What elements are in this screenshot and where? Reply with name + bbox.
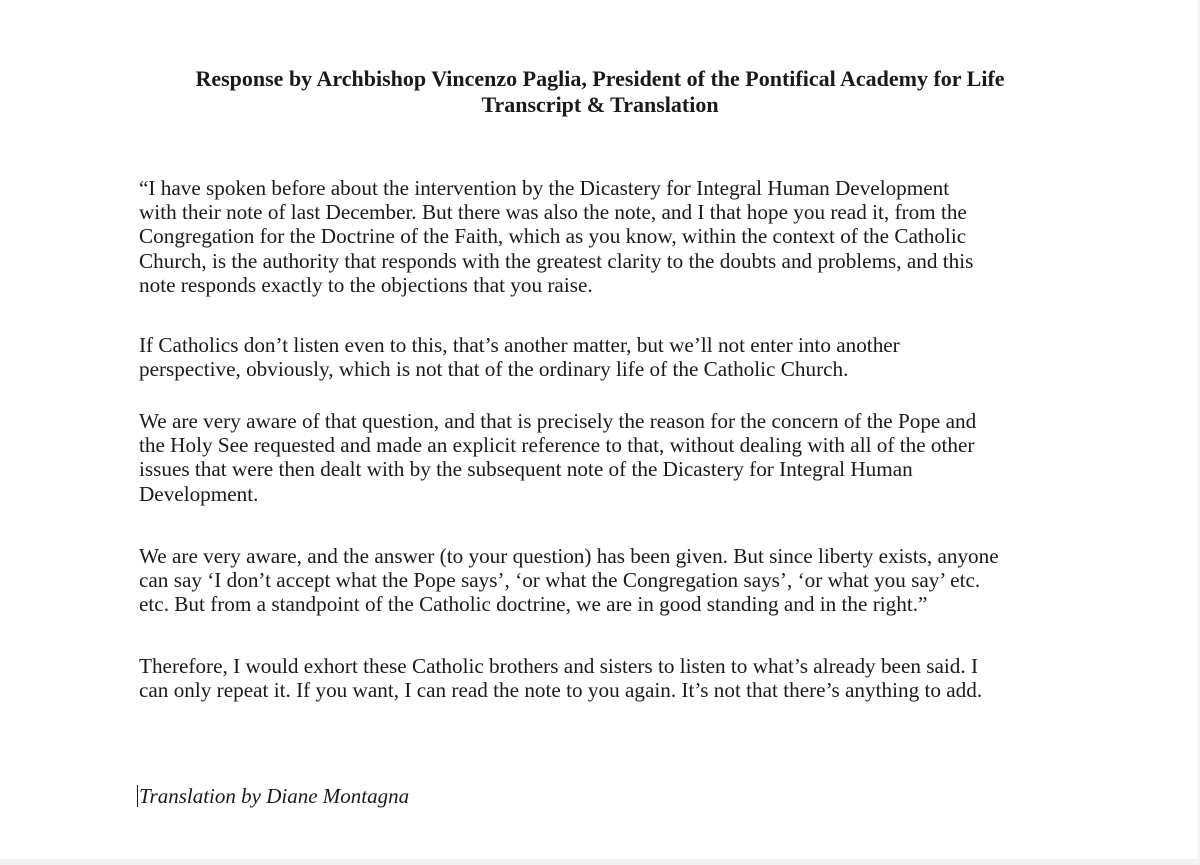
text-line: with their note of last December. But there was also the note, and I that hope you read it, from the	[139, 200, 967, 225]
text-line: If Catholics don’t listen even to this, that’s another matter, but we’ll not enter into another	[139, 333, 900, 357]
text-line: Development.	[139, 481, 259, 506]
text-line: the Holy See requested and made an explicit reference to that, without dealing with all of the other	[139, 433, 975, 458]
paragraph-5	[139, 654, 982, 702]
text-cursor-mark	[137, 785, 138, 807]
text-line: We are very aware of that question, and that is precisely the reason for the concern of the Pope and	[139, 409, 977, 433]
paragraph-1	[139, 176, 973, 297]
paragraph-3	[139, 409, 976, 506]
text-line: Congregation for the Doctrine of the Faith, which as you know, within the context of the Catholic	[139, 224, 967, 249]
paragraph-4	[139, 544, 999, 617]
credit-text: Translation by Diane Montagna	[139, 784, 410, 808]
document-title: Response by Archbishop Vincenzo Paglia, President of the Pontifical Academy for Life	[195, 66, 1005, 91]
text-line: perspective, obviously, which is not that of the ordinary life of the Catholic Church.	[139, 357, 849, 382]
text-line: note responds exactly to the objections that you raise.	[139, 272, 593, 297]
text-line: can say ‘I don’t accept what the Pope says’, ‘or what the Congregation says’, ‘or what you say’ etc.	[139, 568, 981, 593]
text-line: “I have spoken before about the intervention by the Dicastery for Integral Human Development	[139, 176, 950, 200]
paragraph-2	[139, 333, 900, 381]
text-line: We are very aware, and the answer (to your question) has been given. But since liberty exists, anyone	[139, 544, 999, 568]
text-line: Therefore, I would exhort these Catholic brothers and sisters to listen to what’s already been said. I	[139, 654, 979, 678]
text-line: etc. But from a standpoint of the Catholic doctrine, we are in good standing and in the right.”	[139, 592, 928, 617]
page-bottom-edge	[0, 859, 1200, 865]
document-heading	[0, 66, 1200, 118]
text-line: issues that were then dealt with by the subsequent note of the Dicastery for Integral Human	[139, 457, 913, 482]
text-line: can only repeat it. If you want, I can read the note to you again. It’s not that there’s anything to add.	[139, 678, 983, 703]
document-subtitle: Transcript & Translation	[481, 92, 719, 117]
translation-credit	[137, 784, 409, 808]
text-line: Church, is the authority that responds with the greatest clarity to the doubts and problems, and this	[139, 248, 974, 273]
